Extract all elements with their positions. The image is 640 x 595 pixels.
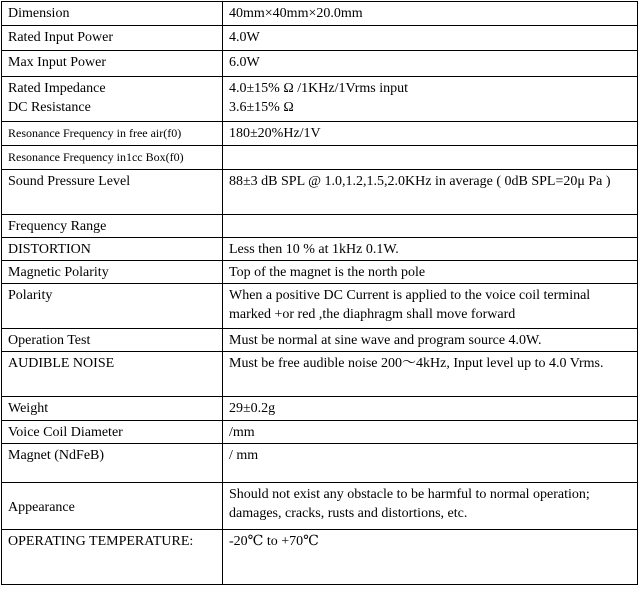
table-row	[2, 421, 638, 444]
param-label: Voice Coil Diameter	[2, 421, 223, 444]
param-label: Resonance Frequency in1cc Box(f0)	[2, 146, 223, 170]
table-row	[2, 26, 638, 51]
param-label: DISTORTION	[2, 238, 223, 261]
param-value: Less then 10 % at 1kHz 0.1W.	[223, 238, 638, 261]
table-row	[2, 483, 638, 530]
table-row	[2, 352, 638, 397]
param-value: Top of the magnet is the north pole	[223, 261, 638, 284]
param-label: Magnetic Polarity	[2, 261, 223, 284]
param-value	[223, 215, 638, 238]
spec-table	[1, 1, 638, 585]
param-label: Weight	[2, 397, 223, 421]
param-label: Operation Test	[2, 329, 223, 352]
param-value: Should not exist any obstacle to be harmful to normal operation; damages, cracks, rusts and distortions, etc.	[223, 483, 638, 530]
param-value: Must be normal at sine wave and program source 4.0W.	[223, 329, 638, 352]
param-label: Frequency Range	[2, 215, 223, 238]
table-row	[2, 530, 638, 585]
param-label: Sound Pressure Level	[2, 170, 223, 215]
param-label: Appearance	[2, 483, 223, 530]
table-row	[2, 2, 638, 26]
table-row	[2, 146, 638, 170]
param-value: 88±3 dB SPL @ 1.0,1.2,1.5,2.0KHz in average ( 0dB SPL=20μ Pa )	[223, 170, 638, 215]
table-row	[2, 329, 638, 352]
table-row	[2, 77, 638, 122]
param-label: Rated Impedance DC Resistance	[2, 77, 223, 122]
param-value	[223, 146, 638, 170]
table-row	[2, 397, 638, 421]
param-value: 4.0W	[223, 26, 638, 51]
table-row	[2, 215, 638, 238]
param-value: / mm	[223, 444, 638, 483]
param-value: 40mm×40mm×20.0mm	[223, 2, 638, 26]
param-value: 180±20%Hz/1V	[223, 122, 638, 146]
table-row	[2, 444, 638, 483]
param-label: Max Input Power	[2, 51, 223, 77]
table-row	[2, 170, 638, 215]
param-label: Resonance Frequency in free air(f0)	[2, 122, 223, 146]
table-row	[2, 261, 638, 284]
param-value: 29±0.2g	[223, 397, 638, 421]
param-label: Polarity	[2, 284, 223, 329]
param-value: -20℃ to +70℃	[223, 530, 638, 585]
param-value: When a positive DC Current is applied to the voice coil terminal marked +or red ,the diaphragm shall move forward	[223, 284, 638, 329]
param-value: Must be free audible noise 200～4kHz, Input level up to 4.0 Vrms.	[223, 352, 638, 397]
param-label: OPERATING TEMPERATURE:	[2, 530, 223, 585]
table-row	[2, 51, 638, 77]
param-value: 4.0±15% Ω /1KHz/1Vrms input 3.6±15% Ω	[223, 77, 638, 122]
param-value: /mm	[223, 421, 638, 444]
param-value: 6.0W	[223, 51, 638, 77]
table-row	[2, 238, 638, 261]
param-label: Rated Input Power	[2, 26, 223, 51]
param-label: Dimension	[2, 2, 223, 26]
param-label: Magnet (NdFeB)	[2, 444, 223, 483]
param-label: AUDIBLE NOISE	[2, 352, 223, 397]
table-row	[2, 122, 638, 146]
table-row	[2, 284, 638, 329]
